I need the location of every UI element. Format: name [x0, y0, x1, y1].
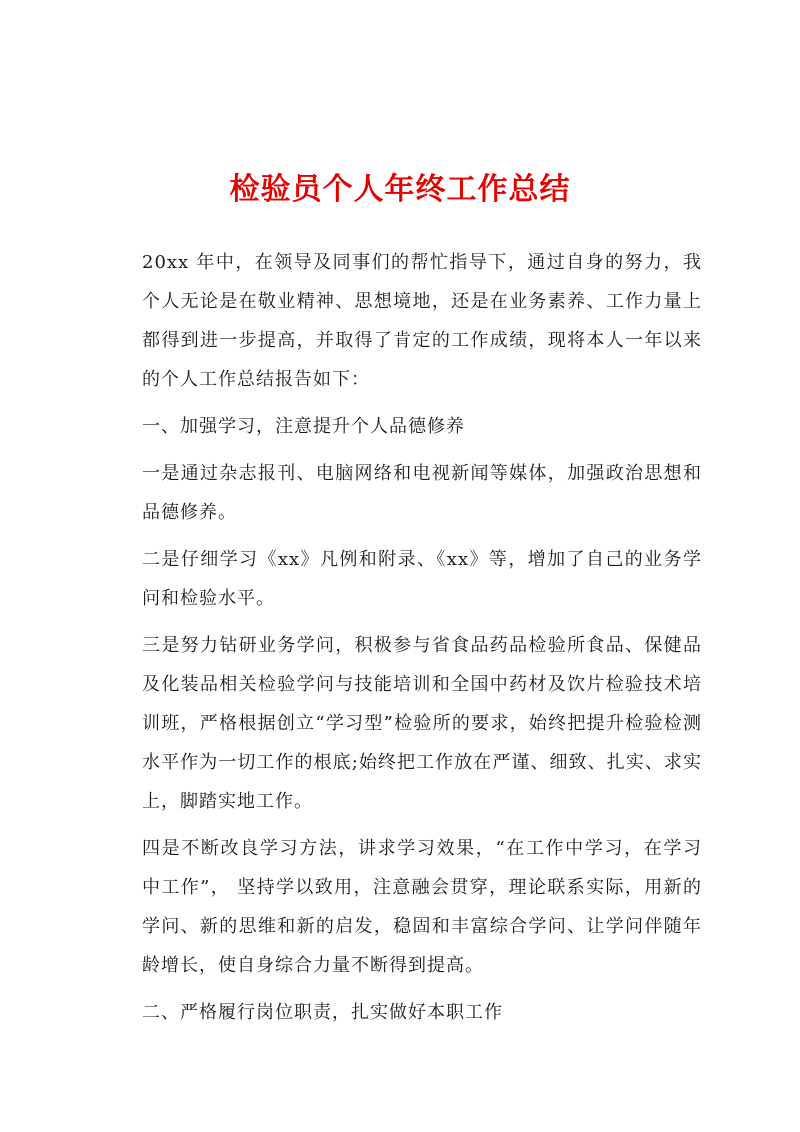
paragraph-3: 三是努力钻研业务学问，积极参与省食品药品检验所食品、保健品及化装品相关检验学问与技能培训和全国中药材及饮片检验技术培训班，严格根据创立“学习型”检验所的要求，始终把提升检验检测水平作为一切工作的根底;始终把工作放在严谨、细致、扎实、求实上，脚踏实地工作。 — [142, 635, 702, 812]
section-heading-2: 二、严格履行岗位职责，扎实做好本职工作 — [142, 1002, 503, 1023]
document-body — [142, 243, 702, 1040]
intro-paragraph: 20xx 年中，在领导及同事们的帮忙指导下，通过自身的努力，我个人无论是在敬业精神、思想境地，还是在业务素养、工作力量上都得到进一步提高，并取得了肯定的工作成绩，现将本人一年以来的个人工作总结报告如下： — [142, 252, 702, 390]
paragraph-1: 一是通过杂志报刊、电脑网络和电视新闻等媒体，加强政治思想和品德修养。 — [142, 463, 702, 523]
paragraph-2: 二是仔细学习《xx》凡例和附录、《xx》等，增加了自己的业务学问和检验水平。 — [142, 549, 702, 609]
document-title: 检验员个人年终工作总结 — [229, 172, 571, 207]
paragraph-4: 四是不断改良学习方法，讲求学习效果，“在工作中学习，在学习中工作”， 坚持学以致用，注意融会贯穿，理论联系实际，用新的学问、新的思维和新的启发，稳固和丰富综合学问、让学问伴随年龄增长，使自身综合力量不断得到提高。 — [142, 838, 702, 976]
section-heading-1: 一、加强学习，注意提升个人品德修养 — [142, 416, 465, 437]
